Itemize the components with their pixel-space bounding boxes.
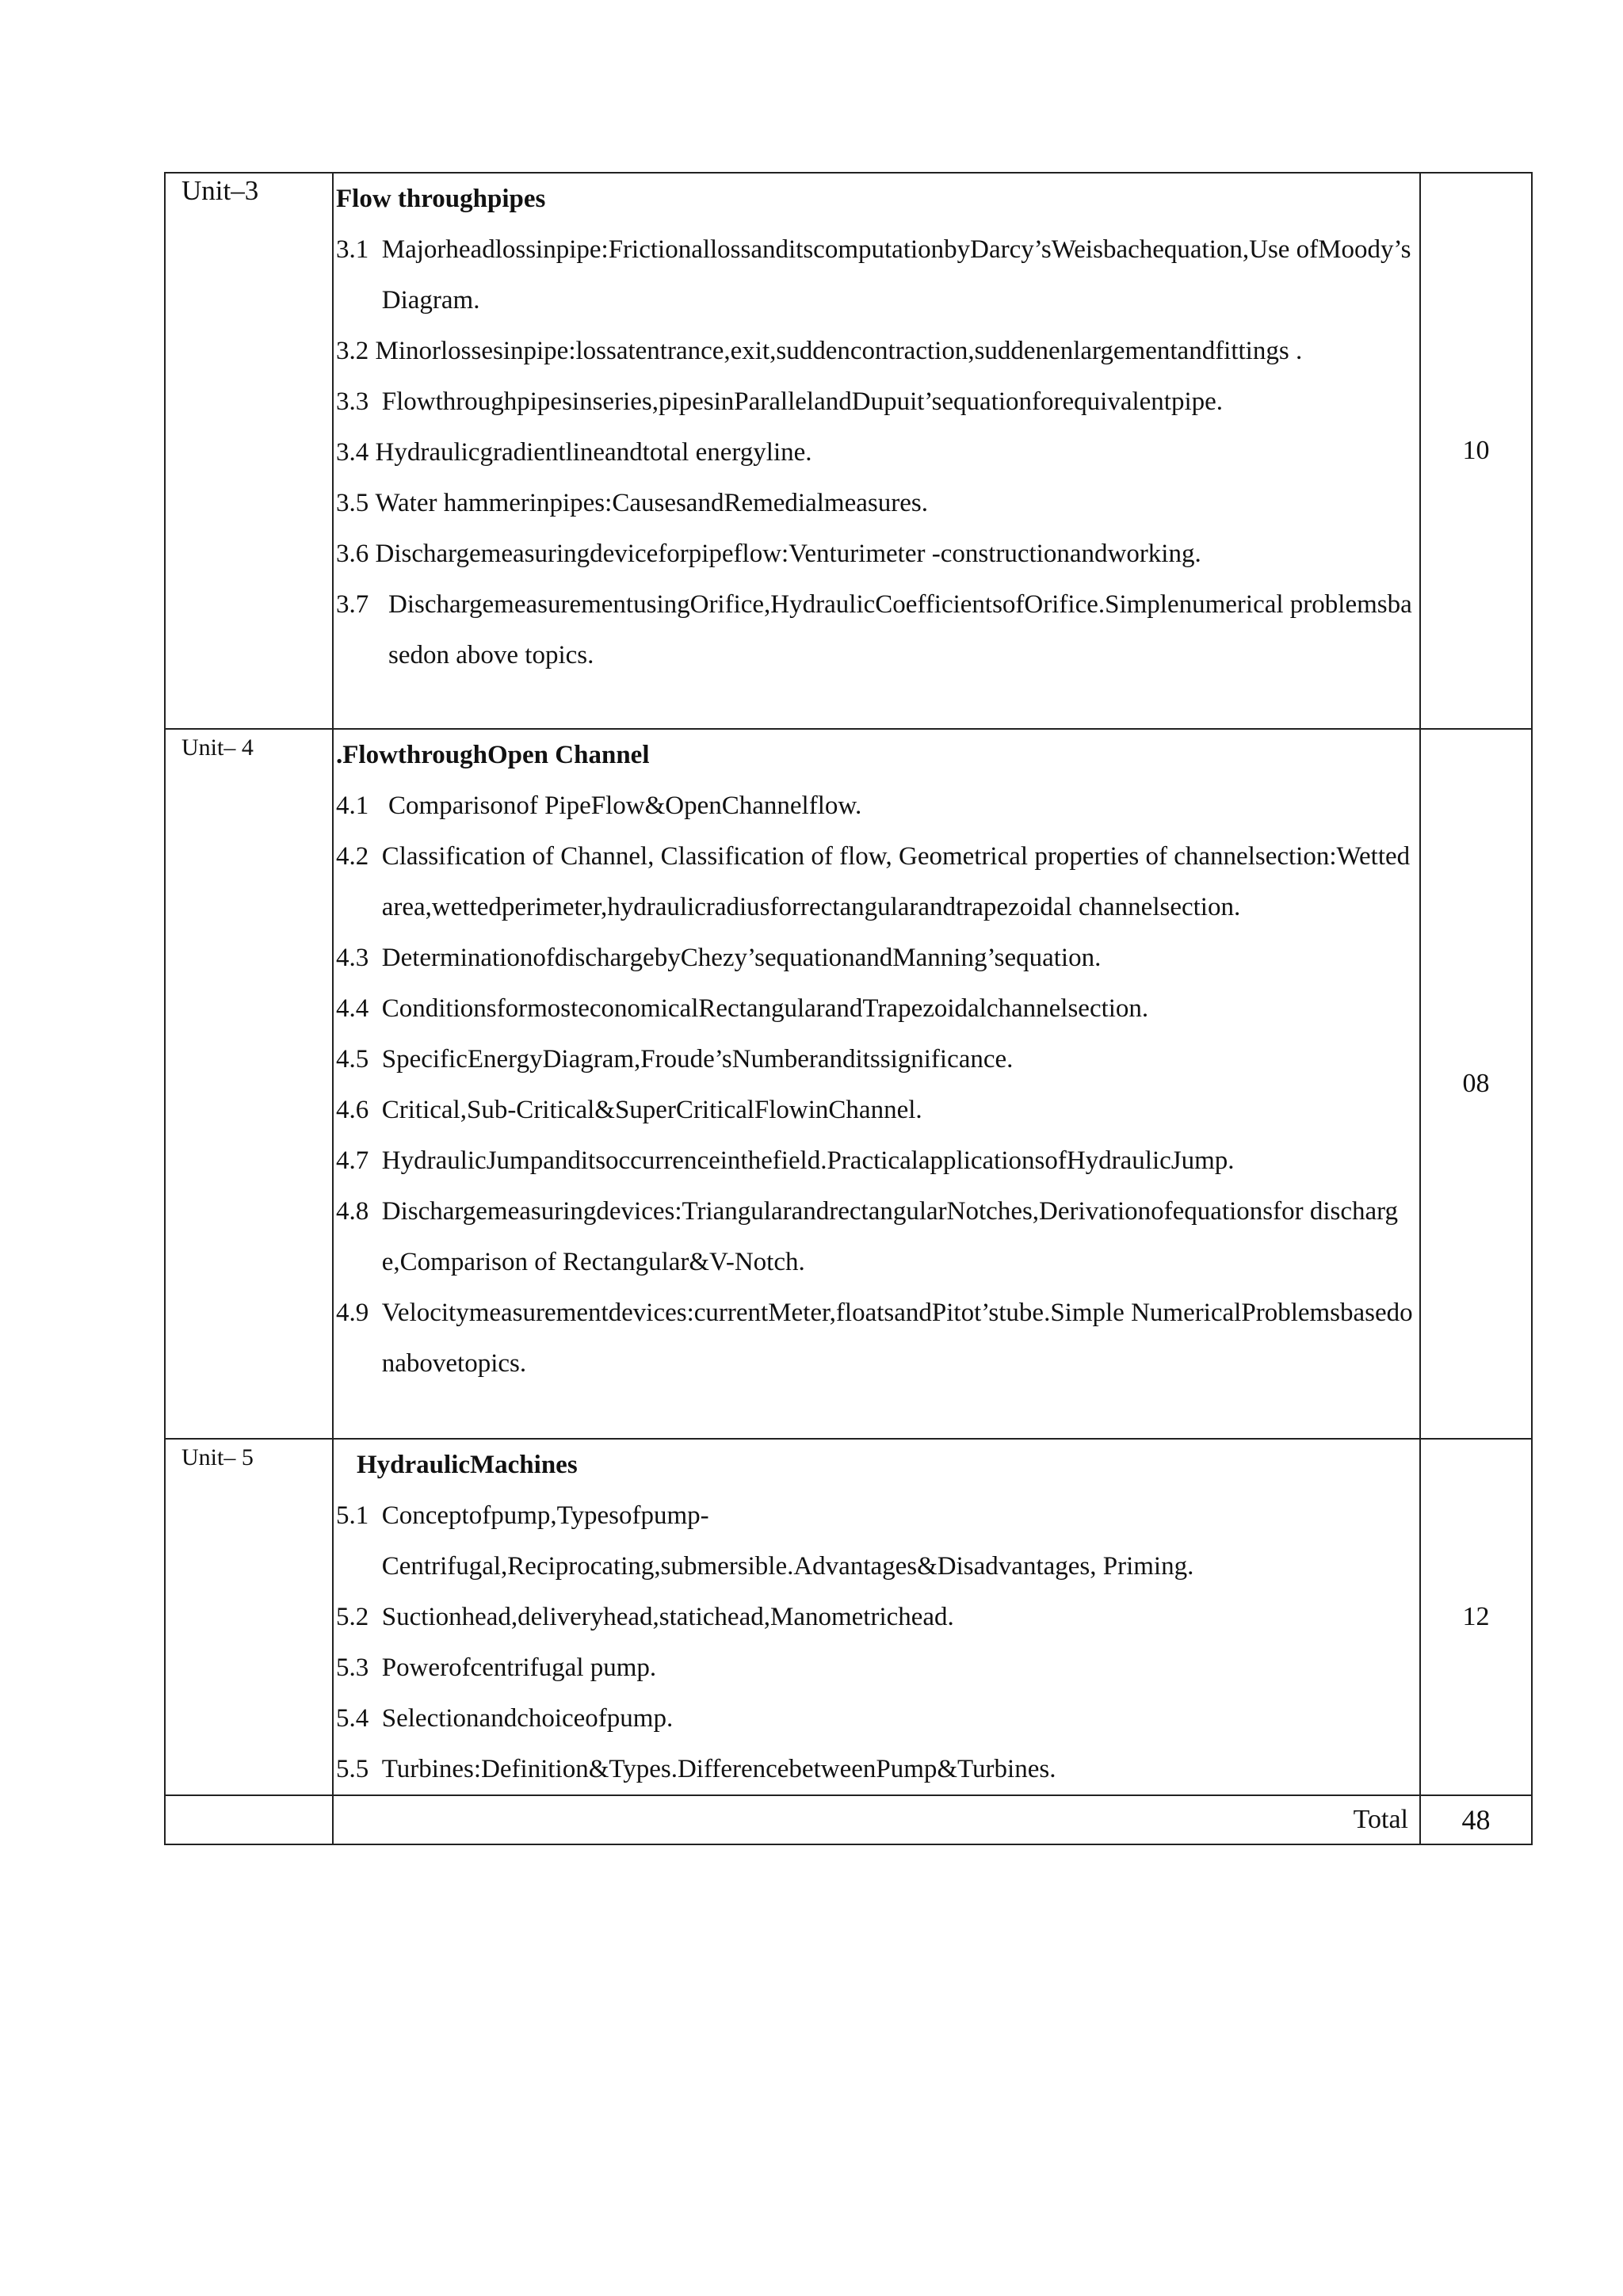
unit-title: HydraulicMachines: [357, 1451, 578, 1479]
unit-content: [333, 729, 1420, 1439]
topic-item: [336, 831, 1415, 933]
topic-text: DischargemeasurementusingOrifice,HydraulicCoefficientsofOrifice.Simplenumerical problemsbasedon above topics.: [388, 590, 1412, 669]
topic-number: 5.2: [336, 1603, 382, 1631]
topic-item: [336, 1693, 1415, 1744]
topic-item: [336, 1642, 1415, 1693]
topic-text: Dischargemeasuringdeviceforpipeflow:Venturimeter -constructionandworking.: [375, 540, 1201, 568]
syllabus-table: [164, 172, 1533, 1845]
topic-text: Critical,Sub-Critical&SuperCriticalFlowinChannel.: [381, 1096, 922, 1124]
topic-text: HydraulicJumpanditsoccurrenceinthefield.PracticalapplicationsofHydraulicJump.: [381, 1146, 1235, 1175]
unit-content: [333, 1439, 1420, 1795]
topic-text: Minorlossesinpipe:lossatentrance,exit,suddencontraction,suddenenlargementandfittings .: [375, 337, 1303, 365]
topic-item: [336, 326, 1415, 376]
topic-item: [336, 528, 1415, 579]
topic-number: 3.3: [336, 387, 382, 416]
topic-number: 3.1: [336, 235, 382, 264]
topic-item: [336, 1186, 1415, 1287]
topic-text: Turbines:Definition&Types.DifferencebetweenPump&Turbines.: [381, 1755, 1056, 1783]
topic-number: 4.7: [336, 1146, 382, 1175]
topic-item: [336, 1085, 1415, 1135]
unit-row: [165, 173, 1532, 729]
topic-text: Conceptofpump,Typesofpump- Centrifugal,Reciprocating,submersible.Advantages&Disadvantages, Priming.: [381, 1501, 1194, 1581]
topic-item: [336, 1287, 1415, 1389]
topic-number: 3.5: [336, 489, 376, 517]
unit-label: Unit– 4: [165, 729, 333, 1439]
topic-text: Flowthroughpipesinseries,pipesinParallelandDupuit’sequationforequivalentpipe.: [381, 387, 1224, 416]
topic-number: 3.7: [336, 590, 388, 619]
topic-number: 4.4: [336, 994, 382, 1023]
topic-text: Water hammerinpipes:CausesandRemedialmeasures.: [375, 489, 928, 517]
topic-number: 4.9: [336, 1299, 382, 1327]
topic-item: [336, 1135, 1415, 1186]
topic-item: [336, 376, 1415, 427]
topic-text: Powerofcentrifugal pump.: [381, 1653, 657, 1682]
unit-row: [165, 1439, 1532, 1795]
topic-item: [336, 983, 1415, 1034]
topic-number: 5.4: [336, 1704, 382, 1733]
total-label: Total: [333, 1795, 1420, 1844]
topic-text: Selectionandchoiceofpump.: [381, 1704, 674, 1733]
unit-label: Unit–3: [165, 173, 333, 729]
total-value: 48: [1420, 1795, 1532, 1844]
topic-number: 3.2: [336, 337, 376, 365]
unit-content: [333, 173, 1420, 729]
topic-number: 4.1: [336, 791, 388, 820]
topic-number: 5.1: [336, 1501, 382, 1530]
topic-text: Classification of Channel, Classification of flow, Geometrical properties of channelsection:Wettedarea,wettedperimeter,hydraulicradiusforrectangularandtrapezoidal channelsection.: [381, 842, 1411, 921]
topic-item: [336, 224, 1415, 326]
topic-number: 5.3: [336, 1653, 382, 1682]
unit-hours: 12: [1420, 1439, 1532, 1795]
topic-item: [336, 579, 1415, 681]
topic-number: 4.2: [336, 842, 382, 871]
topic-text: ConditionsformosteconomicalRectangularandTrapezoidalchannelsection.: [381, 994, 1149, 1023]
topic-text: Dischargemeasuringdevices:TriangularandrectangularNotches,Derivationofequationsfor discharge,Comparison of Rectangular&V-Notch.: [381, 1197, 1399, 1276]
topic-number: 3.6: [336, 540, 376, 568]
topic-text: Majorheadlossinpipe:FrictionallossanditscomputationbyDarcy’sWeisbachequation,Use ofMoody’sDiagram.: [381, 235, 1411, 315]
unit-hours: 08: [1420, 729, 1532, 1439]
topic-text: Comparisonof PipeFlow&OpenChannelflow.: [388, 791, 862, 820]
topic-number: 5.5: [336, 1755, 382, 1783]
unit-label: Unit– 5: [165, 1439, 333, 1795]
unit-hours: 10: [1420, 173, 1532, 729]
topic-text: Hydraulicgradientlineandtotal energyline.: [375, 438, 812, 467]
topic-item: [336, 933, 1415, 983]
total-empty-cell: [165, 1795, 333, 1844]
topic-item: [336, 780, 1415, 831]
topic-item: [336, 478, 1415, 528]
topic-text: Suctionhead,deliveryhead,statichead,Manometrichead.: [381, 1603, 954, 1631]
unit-title: Flow throughpipes: [336, 185, 546, 213]
topic-item: [336, 427, 1415, 478]
topic-number: 4.6: [336, 1096, 382, 1124]
topic-number: 4.5: [336, 1045, 382, 1074]
topic-item: [336, 1490, 1415, 1592]
topic-text: SpecificEnergyDiagram,Froude’sNumberanditssignificance.: [381, 1045, 1014, 1074]
total-row: [165, 1795, 1532, 1844]
topic-number: 4.3: [336, 944, 382, 972]
topic-item: [336, 1034, 1415, 1085]
topic-number: 3.4: [336, 438, 376, 467]
topic-text: DeterminationofdischargebyChezy’sequationandManning’sequation.: [381, 944, 1102, 972]
topic-text: Velocitymeasurementdevices:currentMeter,floatsandPitot’stube.Simple NumericalProblemsbasedonabovetopics.: [381, 1299, 1413, 1378]
topic-item: [336, 1592, 1415, 1642]
topic-item: [336, 1744, 1415, 1794]
topic-number: 4.8: [336, 1197, 382, 1226]
unit-title: .FlowthroughOpen Channel: [336, 741, 650, 769]
unit-row: [165, 729, 1532, 1439]
